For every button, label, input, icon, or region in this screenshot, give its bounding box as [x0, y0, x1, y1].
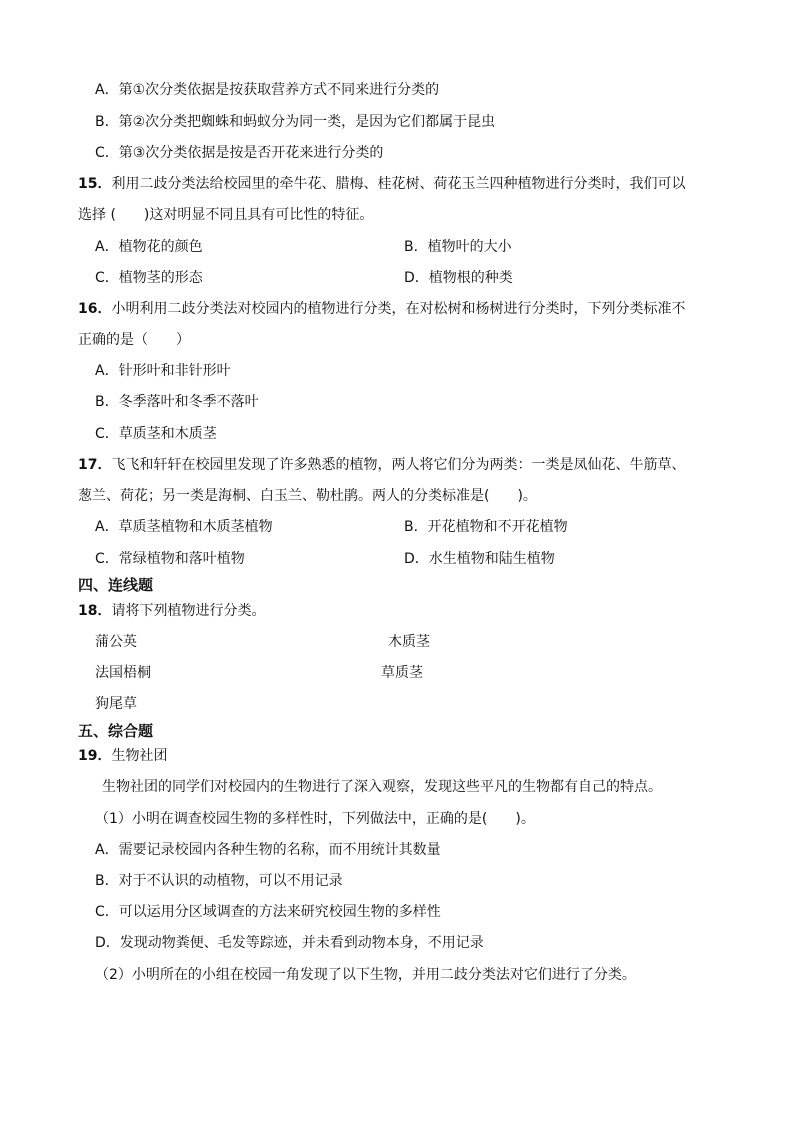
- q18-stem: [78, 601, 265, 621]
- q15-number: 15．: [78, 176, 112, 192]
- q15-stem-line1: [78, 174, 685, 194]
- q18-left-item-2: 法国梧桐: [95, 665, 151, 681]
- q17-text-line1: 飞飞和轩轩在校园里发现了许多熟悉的植物，两人将它们分为两类：一类是凤仙花、牛筋草、: [111, 457, 686, 473]
- q19-intro: 生物社团的同学们对校园内的生物进行了深入观察，发现这些平凡的生物都有自己的特点。: [102, 779, 662, 795]
- q18-right-item-2: 草质茎: [381, 665, 423, 681]
- section-heading-matching: 四、连线题: [78, 576, 154, 594]
- q18-text: 请将下列植物进行分类。: [111, 603, 266, 619]
- q17-option-a: A．草质茎植物和木质茎植物: [95, 519, 273, 535]
- q14-option-b: B．第②次分类把蜘蛛和蚂蚁分为同一类，是因为它们都属于昆虫: [95, 114, 496, 130]
- q17-option-b: B．开花植物和不开花植物: [404, 519, 568, 535]
- q16-option-a: A．针形叶和非针形叶: [95, 363, 231, 379]
- q17-option-c: C．常绿植物和落叶植物: [95, 551, 245, 567]
- q16-option-c: C．草质茎和木质茎: [95, 426, 217, 442]
- q15-stem-line2: 选择 ( )这对明显不同且具有可比性的特征。: [78, 207, 374, 223]
- q19-heading: [78, 746, 167, 766]
- q19-option-c: C．可以运用分区域调查的方法来研究校园生物的多样性: [95, 904, 441, 920]
- q15-option-b: B．植物叶的大小: [404, 239, 512, 255]
- q15-text-line1: 利用二歧分类法给校园里的牵牛花、腊梅、桂花树、荷花玉兰四种植物进行分类时，我们可以: [111, 176, 686, 192]
- q18-left-item-1: 蒲公英: [95, 634, 137, 650]
- q16-stem-line2: 正确的是（ ）: [78, 332, 190, 348]
- q17-number: 17．: [78, 457, 112, 473]
- q19-sub2-stem: （2）小明所在的小组在校园一角发现了以下生物，并用二歧分类法对它们进行了分类。: [95, 967, 636, 983]
- q18-number: 18．: [78, 603, 112, 619]
- q17-stem-line1: [78, 455, 685, 475]
- q19-option-b: B．对于不认识的动植物，可以不用记录: [95, 873, 343, 889]
- q15-option-a: A．植物花的颜色: [95, 239, 203, 255]
- q16-option-b: B．冬季落叶和冬季不落叶: [95, 394, 259, 410]
- q15-option-c: C．植物茎的形态: [95, 270, 203, 286]
- q16-text-line1: 小明利用二歧分类法对校园内的植物进行分类，在对松树和杨树进行分类时，下列分类标准不: [111, 301, 686, 317]
- q19-number: 19．: [78, 748, 112, 764]
- q18-right-item-1: 木质茎: [388, 634, 430, 650]
- section-heading-comprehensive: 五、综合题: [78, 722, 154, 740]
- q19-sub1-stem: （1）小明在调查校园生物的多样性时，下列做法中，正确的是( )。: [95, 811, 535, 827]
- q17-stem-line2: 葱兰、荷花；另一类是海桐、白玉兰、勒杜鹃。两人的分类标准是( )。: [78, 488, 537, 504]
- q16-number: 16．: [78, 301, 112, 317]
- q19-title: 生物社团: [111, 748, 168, 764]
- q16-stem-line1: [78, 299, 685, 319]
- q14-option-c: C．第③次分类依据是按是否开花来进行分类的: [95, 145, 384, 161]
- q15-option-d: D．植物根的种类: [404, 270, 513, 286]
- q14-option-a: A．第①次分类依据是按获取营养方式不同来进行分类的: [95, 82, 440, 98]
- q19-option-a: A．需要记录校园内各种生物的名称，而不用统计其数量: [95, 842, 441, 858]
- q17-option-d: D．水生植物和陆生植物: [404, 551, 555, 567]
- q18-left-item-3: 狗尾草: [95, 696, 137, 712]
- q19-option-d: D．发现动物粪便、毛发等踪迹，并未看到动物本身，不用记录: [95, 935, 484, 951]
